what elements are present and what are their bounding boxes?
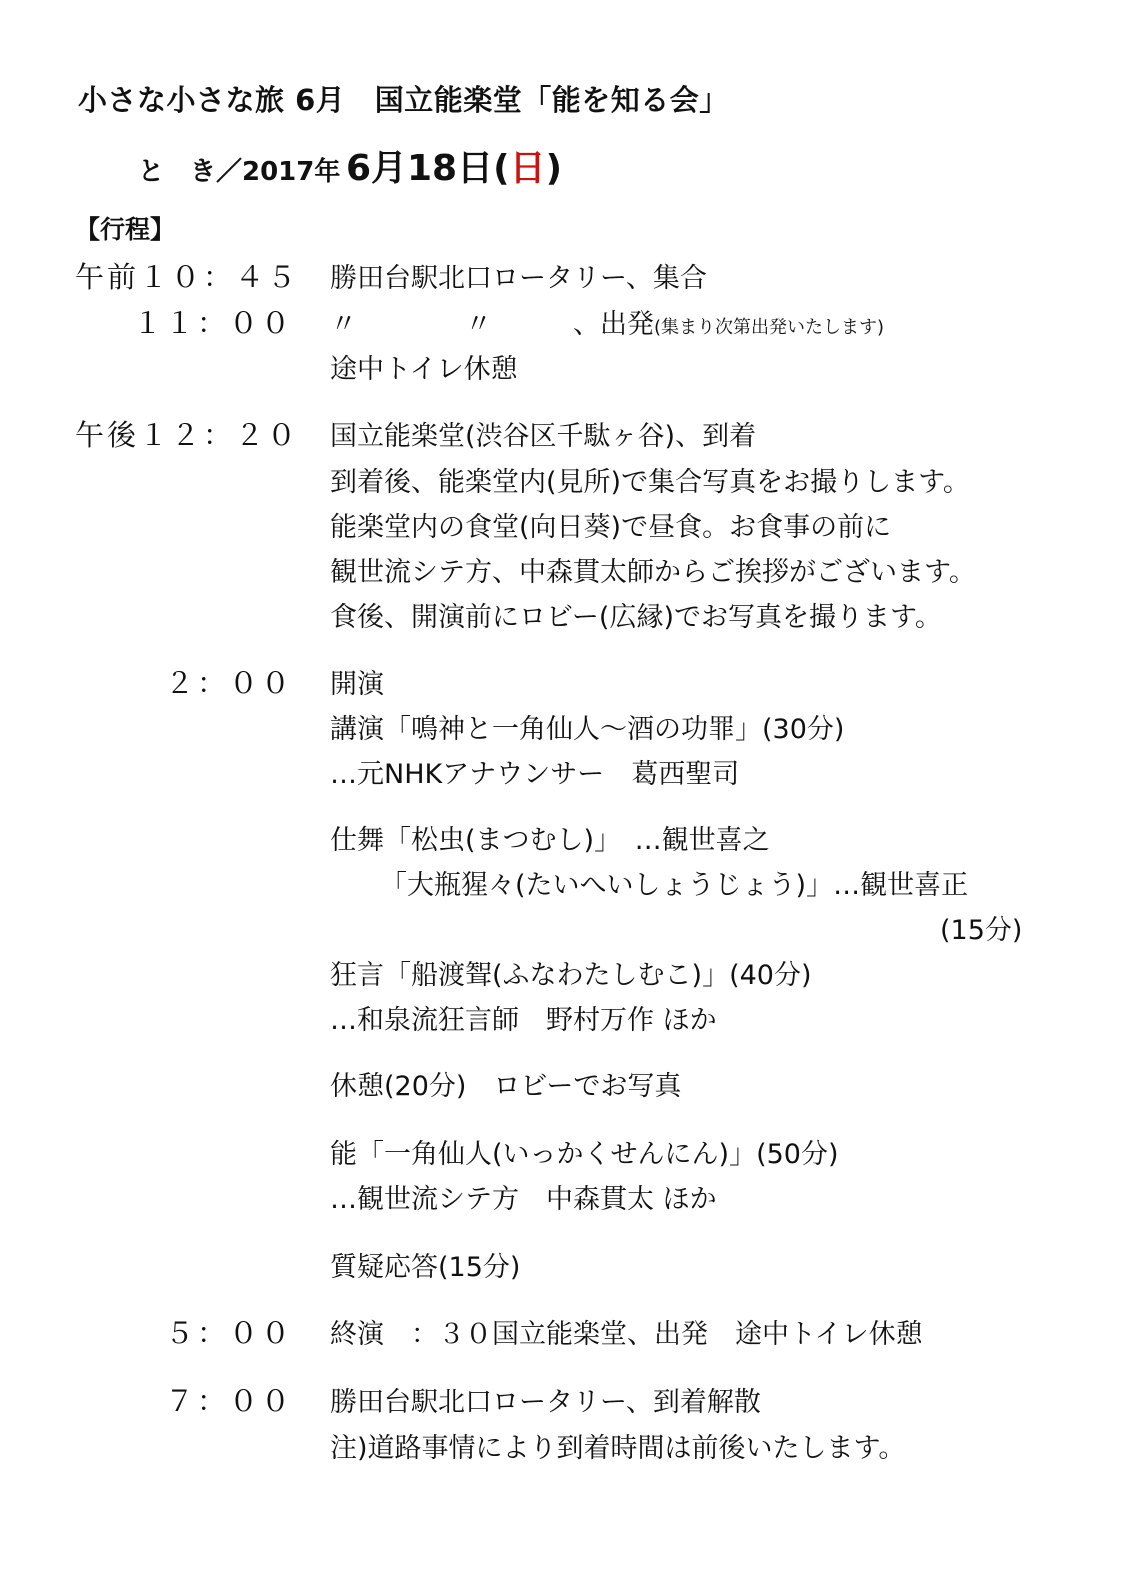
- time-1400: ２：００: [164, 666, 293, 700]
- date-paren-close: ): [545, 148, 563, 189]
- schedule-line: 到着後、能楽堂内(見所)で集合写真をお撮りします。: [330, 467, 970, 498]
- schedule-line: …和泉流狂言師 野村万作 ほか: [330, 1005, 717, 1036]
- schedule-line: 注)道路事情により到着時間は前後いたします。: [330, 1433, 906, 1464]
- departure-text: 〃 〃 、出発: [330, 309, 654, 340]
- schedule-line: 食後、開演前にロビー(広縁)でお写真を撮ります。: [330, 602, 942, 633]
- schedule-line: 勝田台駅北口ロータリー、到着解散: [330, 1387, 761, 1418]
- schedule-line: …観世流シテ方 中森貫太 ほか: [330, 1184, 717, 1215]
- schedule-line: 終演 ：３０国立能楽堂、出発 途中トイレ休憩: [330, 1319, 923, 1350]
- schedule-line: [330, 302, 884, 341]
- schedule-line: 講演「鳴神と一角仙人～酒の功罪」(30分): [330, 714, 845, 745]
- schedule-line: 途中トイレ休憩: [330, 354, 518, 385]
- schedule-line: …元NHKアナウンサー 葛西聖司: [330, 759, 740, 790]
- date-prefix: と き／2017年: [138, 157, 341, 187]
- time-1045: 午前１０：４５: [75, 260, 300, 294]
- schedule-line: 質疑応答(15分): [330, 1252, 521, 1283]
- departure-note: (集まり次第出発いたします): [654, 317, 885, 338]
- schedule-line: 開演: [330, 669, 384, 700]
- schedule-line: 能楽堂内の食堂(向日葵)で昼食。お食事の前に: [330, 512, 892, 543]
- schedule-line: 勝田台駅北口ロータリー、集合: [330, 263, 707, 294]
- schedule-line: 観世流シテ方、中森貫太師からご挨拶がございます。: [330, 557, 976, 588]
- duration-note: (15分): [940, 915, 1023, 946]
- schedule-line: 能「一角仙人(いっかくせんにん)」(50分): [330, 1139, 839, 1170]
- schedule-line: 仕舞「松虫(まつむし)」 …観世喜之: [330, 825, 770, 856]
- date-paren-open: (: [493, 148, 510, 189]
- event-date: [138, 140, 562, 191]
- schedule-line: 休憩(20分) ロビーでお写真: [330, 1071, 682, 1102]
- schedule-line: 「大瓶猩々(たいへいしょうじょう)」…観世喜正: [380, 870, 969, 901]
- schedule-line: 国立能楽堂(渋谷区千駄ヶ谷)、到着: [330, 421, 757, 452]
- schedule-line: 狂言「船渡聟(ふなわたしむこ)」(40分): [330, 960, 812, 991]
- time-1100: １１：００: [132, 306, 293, 340]
- page-title: 小さな小さな旅 6月 国立能楽堂「能を知る会」: [78, 83, 729, 117]
- date-weekday: 日: [509, 148, 546, 189]
- section-heading: 【行程】: [75, 215, 176, 244]
- time-1900: ７：００: [164, 1384, 293, 1418]
- time-1700: ５：００: [164, 1316, 293, 1350]
- date-main: 6月18日: [345, 148, 494, 189]
- time-1220: 午後１２：２０: [75, 418, 300, 452]
